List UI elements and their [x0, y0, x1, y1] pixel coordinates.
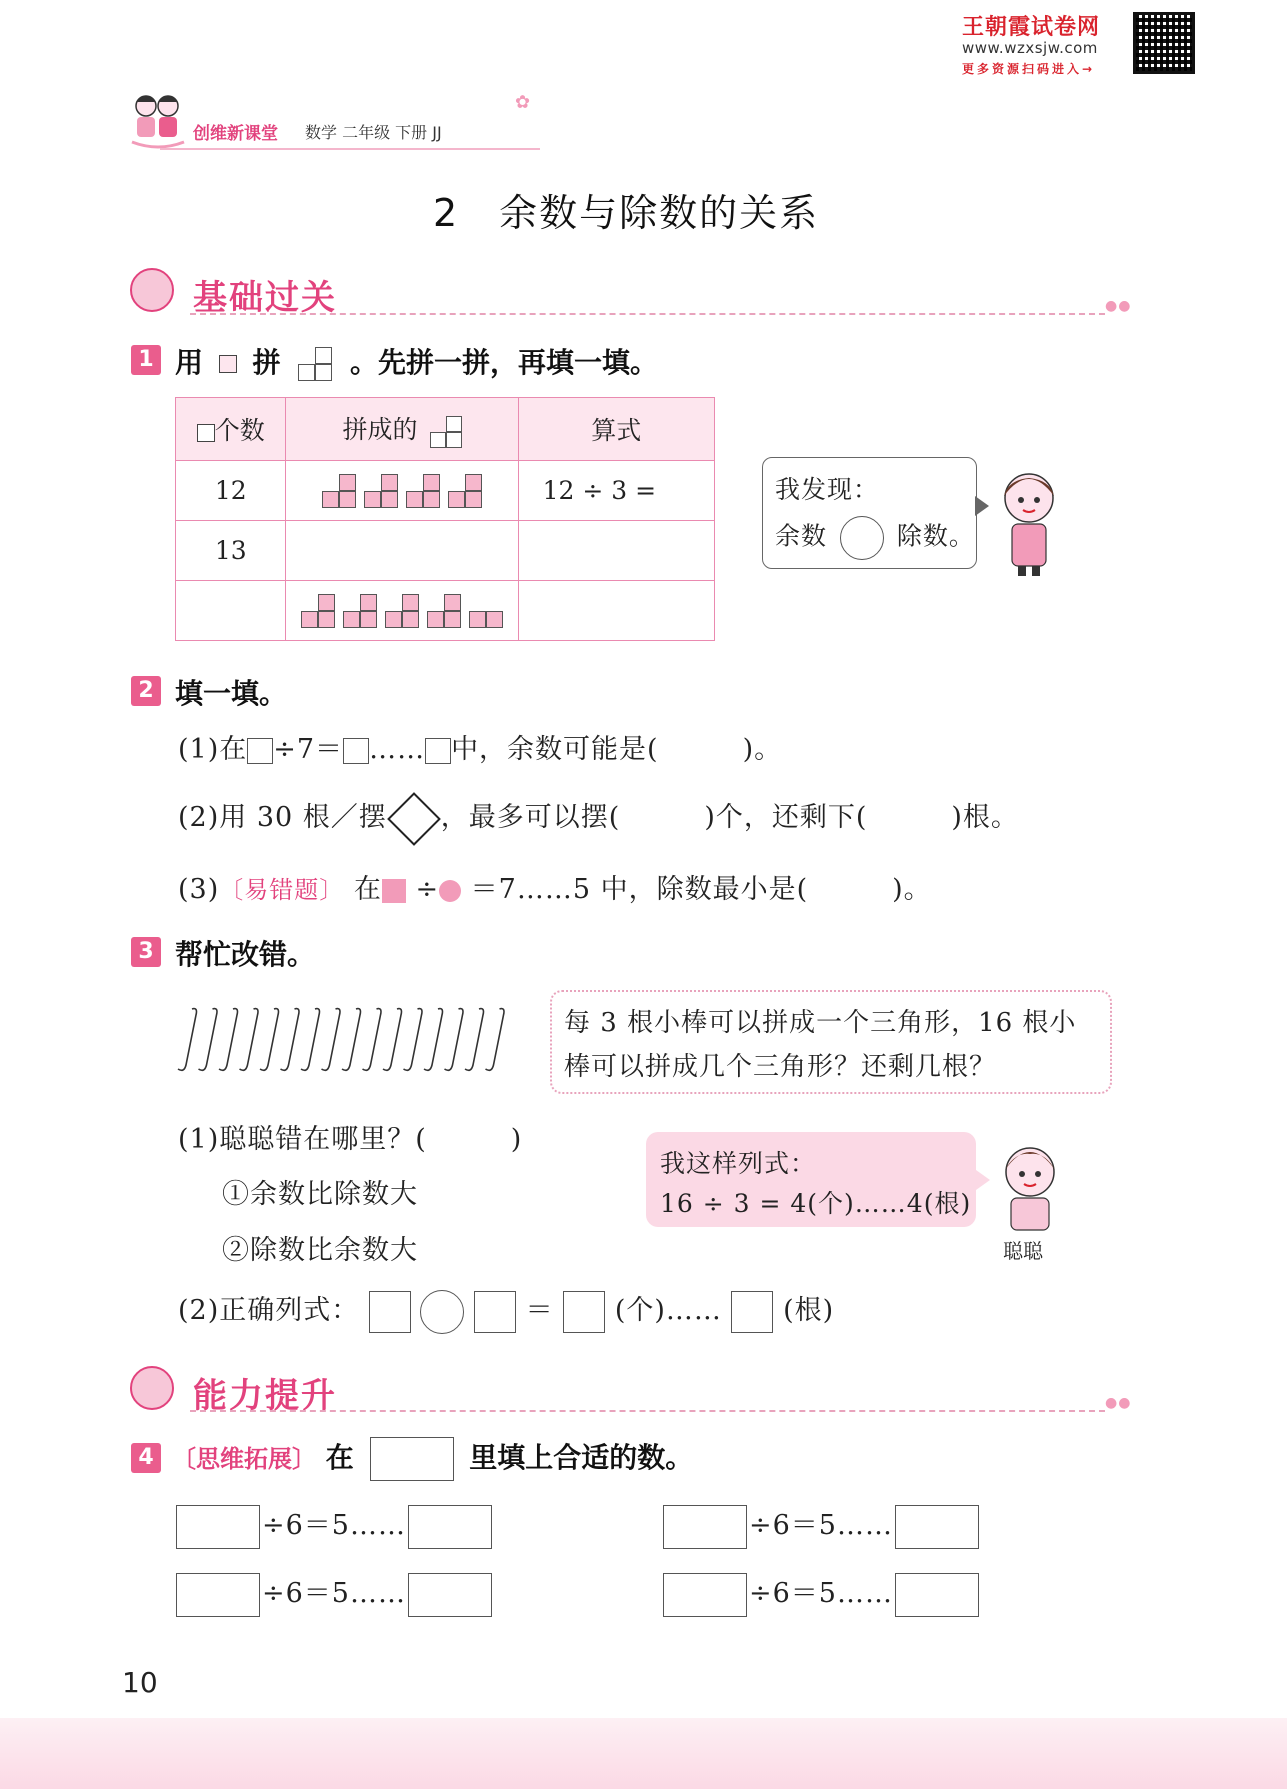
leftover-squares-icon: [469, 594, 503, 628]
q2-part1: (1)在 ÷7＝ …… 中，余数可能是( )。: [178, 734, 783, 765]
row-shapes: [286, 461, 518, 521]
bubble-tail: [975, 496, 989, 516]
division-equation: ÷6＝5……: [176, 1503, 492, 1549]
l-shape-icon: [385, 594, 419, 628]
problem-line1: 每 3 根小棒可以拼成一个三角形，16 根小: [564, 1008, 1077, 1038]
question-number: 2: [131, 676, 161, 706]
stick-mark: [301, 1009, 320, 1071]
stick-mark: [322, 1009, 341, 1071]
congcong-character-icon: [995, 1140, 1065, 1232]
section-divider: [190, 1410, 1105, 1412]
dividend-box[interactable]: [663, 1573, 747, 1617]
q3-sub1: (1)聪聪错在哪里？( ): [178, 1124, 523, 1155]
q1-mid: 拼: [252, 346, 281, 379]
dots-decoration-icon: ●●: [1105, 1395, 1132, 1411]
section-basic-title: 基础过关: [193, 278, 337, 318]
row-formula-blank[interactable]: [518, 521, 714, 581]
stick-mark: [404, 1009, 423, 1071]
brand-subtitle: 更多资源扫码进入→: [962, 62, 1096, 76]
row-formula-blank[interactable]: [518, 581, 714, 641]
l-shape-icon: [427, 594, 461, 628]
dividend-box[interactable]: [663, 1505, 747, 1549]
row-shapes-blank[interactable]: [286, 521, 518, 581]
header-formula: 算式: [518, 398, 714, 461]
stick-mark: [281, 1009, 300, 1071]
bubble-tail: [976, 1170, 990, 1190]
remainder-box[interactable]: [895, 1505, 979, 1549]
answer-box[interactable]: [563, 1291, 605, 1333]
q3-title: 帮忙改错。: [175, 938, 316, 971]
q3-sub2: (2)正确列式： ＝ (个)…… (根): [178, 1288, 834, 1334]
dividend-box[interactable]: [176, 1573, 260, 1617]
answer-box[interactable]: [369, 1291, 411, 1333]
q1-prompt: [175, 341, 658, 381]
bubble-line1: 我发现：: [775, 475, 880, 504]
sticks-illustration-icon: [174, 1003, 524, 1079]
blank-box[interactable]: [425, 738, 451, 764]
stick-mark: [260, 1009, 279, 1071]
header-shape: 拼成的: [286, 398, 518, 461]
dividend-box[interactable]: [176, 1505, 260, 1549]
q3-option2[interactable]: ②除数比余数大: [222, 1235, 418, 1266]
remainder-box[interactable]: [408, 1505, 492, 1549]
section-advanced-title: 能力提升: [193, 1376, 337, 1416]
row-count-blank[interactable]: [176, 581, 286, 641]
problem-box: [550, 990, 1112, 1094]
kids-logo-icon: [128, 90, 188, 152]
bubble-line1: 我这样列式：: [660, 1149, 817, 1178]
header-count: 个数: [176, 398, 286, 461]
stick-mark: [199, 1009, 218, 1071]
stick-mark: [178, 1009, 197, 1071]
division-equation: ÷6＝5……: [663, 1503, 979, 1549]
q2-part2: (2)用 30 根／摆 ，最多可以摆( )个，还剩下( )根。: [178, 795, 1019, 838]
table-row: [176, 461, 715, 521]
subject-grade: 数学 二年级 下册 JJ: [305, 123, 442, 142]
q1-prefix: 用: [175, 346, 204, 379]
pink-square-icon: [382, 879, 406, 903]
remainder-box[interactable]: [408, 1573, 492, 1617]
teacher-avatar-icon: [130, 268, 174, 312]
small-square-icon: [197, 424, 215, 442]
q2-part3: (3)〔易错题〕 在 ÷ ＝7……5 中，除数最小是( )。: [178, 874, 932, 905]
footer-band: [0, 1718, 1287, 1789]
operator-circle[interactable]: [420, 1290, 464, 1334]
series-name: 创维新课堂: [193, 124, 278, 144]
answer-box[interactable]: [731, 1291, 773, 1333]
l-shape-icon: [430, 416, 462, 448]
answer-box[interactable]: [474, 1291, 516, 1333]
bubble-line2: 16 ÷ 3 = 4(个)……4(根): [660, 1189, 972, 1218]
section-divider: [190, 313, 1105, 315]
bubble-line2: 余数 除数。: [775, 516, 975, 560]
page-title: 2 余数与除数的关系: [433, 191, 820, 235]
page-number: 10: [122, 1666, 158, 1699]
remainder-box[interactable]: [895, 1573, 979, 1617]
pink-circle-icon: [439, 880, 461, 902]
table-row: [176, 521, 715, 581]
dots-decoration-icon: ●●: [1105, 298, 1132, 314]
small-square-icon: [219, 355, 237, 373]
l-shape-icon: [298, 347, 332, 381]
brand-url[interactable]: www.wzxsjw.com: [962, 39, 1098, 57]
stick-mark: [363, 1009, 382, 1071]
sample-box: [370, 1437, 454, 1481]
congcong-bubble: [646, 1132, 976, 1227]
problem-line2: 棒可以拼成几个三角形？还剩几根？: [564, 1052, 997, 1082]
stick-mark: [240, 1009, 259, 1071]
stick-mark: [383, 1009, 402, 1071]
stick-mark: [342, 1009, 361, 1071]
question-number: 3: [131, 937, 161, 967]
q3-option1[interactable]: ①余数比除数大: [222, 1179, 418, 1210]
question-number: 4: [131, 1443, 161, 1473]
qr-code-icon[interactable]: [1133, 12, 1195, 74]
q1-table: [175, 397, 715, 641]
question-number: 1: [131, 345, 161, 375]
character-name: 聪聪: [1003, 1239, 1043, 1263]
division-equation: ÷6＝5……: [176, 1571, 492, 1617]
row-count: 13: [176, 521, 286, 581]
q1-suffix: 。先拼一拼，再填一填。: [350, 346, 659, 379]
thinking-tag: 〔思维拓展〕: [172, 1444, 316, 1473]
row-count: 12: [176, 461, 286, 521]
stick-mark: [219, 1009, 238, 1071]
l-shape-icon: [448, 474, 482, 508]
l-shape-icon: [301, 594, 335, 628]
error-prone-tag: 〔易错题〕: [219, 876, 345, 904]
q2-title: 填一填。: [175, 677, 288, 710]
compare-circle[interactable]: [840, 516, 884, 560]
flower-decoration-icon: ✿: [515, 92, 531, 113]
division-equation: ÷6＝5……: [663, 1571, 979, 1617]
l-shape-icon: [364, 474, 398, 508]
discovery-bubble: [762, 457, 977, 569]
q4-prompt: 〔思维拓展〕 在 里填上合适的数。: [172, 1436, 693, 1481]
stick-mark: [486, 1009, 505, 1071]
header-divider: [160, 148, 540, 150]
diamond-icon: [387, 792, 441, 846]
row-formula[interactable]: 12 ÷ 3 =: [518, 461, 714, 521]
blank-box[interactable]: [343, 738, 369, 764]
girl-character-icon: [994, 466, 1064, 578]
row-shapes: [286, 581, 518, 641]
table-row: [176, 581, 715, 641]
l-shape-icon: [343, 594, 377, 628]
l-shape-icon: [406, 474, 440, 508]
brand-title: 王朝霞试卷网: [962, 15, 1101, 40]
teacher-avatar-icon: [130, 1366, 174, 1410]
blank-box[interactable]: [247, 738, 273, 764]
stick-mark: [424, 1009, 443, 1071]
l-shape-icon: [322, 474, 356, 508]
stick-mark: [465, 1009, 484, 1071]
stick-mark: [445, 1009, 464, 1071]
